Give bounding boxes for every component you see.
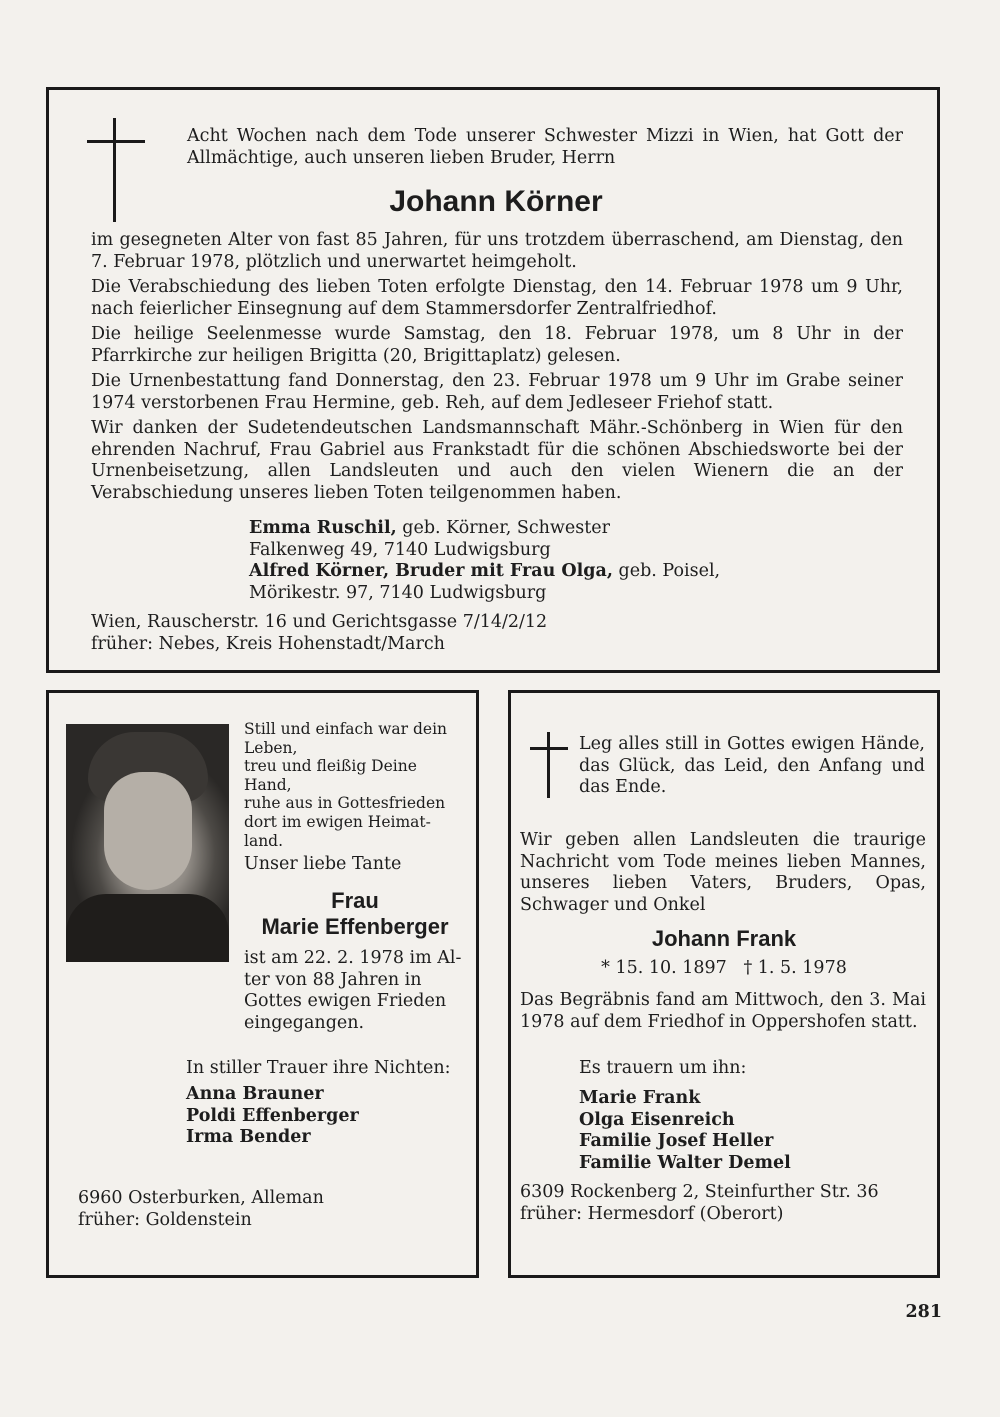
mourning-line: In stiller Trauer ihre Nichten: [186, 1058, 451, 1078]
signatory-name: Emma Ruschil, [249, 518, 397, 538]
cross-icon [530, 732, 568, 798]
paragraph-death: im gesegneten Alter von fast 85 Jahren, für uns trotzdem überraschend, am Dienstag, den 7. Februar 1978, plötzlich und unerwartet heimgeholt. [91, 230, 903, 272]
intro-text: Unser liebe Tante [244, 854, 402, 874]
signatory-name: Alfred Körner, Bruder mit Frau Olga, [249, 561, 613, 581]
signatory-address: Falkenweg 49, 7140 Ludwigsburg [249, 539, 551, 560]
family-address [91, 612, 903, 655]
signatory-detail: geb. Poisel, [612, 561, 721, 581]
family-address: 6960 Osterburken, Alleman früher: Goldenstein [78, 1188, 324, 1230]
mourning-line: Es trauern um ihn: [579, 1058, 747, 1078]
burial-info: Das Begräbnis fand am Mittwoch, den 3. Mai 1978 auf dem Friedhof in Oppershofen statt. [520, 990, 926, 1032]
signatories [249, 518, 889, 604]
mourner: Marie Frank [579, 1088, 701, 1108]
poem: Still und einfach war dein Leben, treu und fleißig Deine Hand, ruhe aus in Gottesfrieden dort im ewigen Heimat- land. [244, 720, 448, 850]
paragraph-mass: Die heilige Seelenmesse wurde Samstag, den 18. Februar 1978, um 8 Uhr in der Pfarrkirche zur heiligen Brigitta (20, Brigittaplatz) gelesen. [91, 324, 903, 366]
mourner: Poldi Effenberger [186, 1105, 359, 1126]
paragraph-urn: Die Urnenbestattung fand Donnerstag, den 23. Februar 1978 um 9 Uhr im Grabe seiner 1974 verstorbenen Frau Hermine, geb. Reh, auf dem Jedleseer Friehof statt. [91, 371, 903, 413]
signatory-detail: geb. Körner, Schwester [396, 518, 610, 538]
title-frau: Frau [331, 888, 379, 913]
verse: Leg alles still in Gottes ewigen Hände, das Glück, das Leid, den Anfang und das Ende. [579, 734, 925, 797]
intro-text: Wir geben allen Landsleuten die traurige Nachricht vom Tode meines lieben Mannes, unseres lieben Vaters, Bruders, Opas, Schwager und Onkel [520, 830, 926, 915]
mourners-list [186, 1084, 476, 1149]
mourner: Familie Walter Demel [579, 1152, 791, 1173]
deceased-name: Johann Frank [651, 926, 797, 951]
signatory-address: Mörikestr. 97, 7140 Ludwigsburg [249, 582, 547, 603]
paragraph-farewell: Die Verabschiedung des lieben Toten erfolgte Dienstag, den 14. Februar 1978 um 9 Uhr, nach feierlicher Einsegnung auf dem Stammersdorfer Zentralfriedhof. [91, 277, 903, 319]
deceased-name: Johann Körner [389, 185, 603, 218]
mourners-list [579, 1088, 919, 1174]
family-address: 6309 Rockenberg 2, Steinfurther Str. 36 früher: Hermesdorf (Oberort) [520, 1182, 879, 1224]
paragraph-thanks: Wir danken der Sudetendeutschen Landsmannschaft Mähr.-Schönberg in Wien für den ehrenden Nachruf, Frau Gabriel aus Frankstadt für die schönen Abschiedsworte bei der Urnenbeisetzung, allen Landsleuten und auch den vielen Wienern die an der Verabschiedung unseres lieben Toten teilgenommen haben. [91, 418, 903, 503]
portrait-photo [66, 724, 229, 962]
deceased-name: Marie Effenberger [261, 914, 449, 939]
mourner: Olga Eisenreich [579, 1109, 735, 1130]
obituary-johann-koerner [46, 87, 940, 673]
intro-text: Acht Wochen nach dem Tode unserer Schwester Mizzi in Wien, hat Gott der Allmächtige, auch unseren lieben Bruder, Herrn [187, 126, 903, 168]
address-line: Wien, Rauscherstr. 16 und Gerichtsgasse 7/14/2/12 [91, 612, 548, 632]
life-dates: * 15. 10. 1897 † 1. 5. 1978 [601, 958, 847, 978]
page-number: 281 [905, 1302, 942, 1322]
mourner: Irma Bender [186, 1127, 311, 1147]
mourner: Anna Brauner [186, 1084, 324, 1104]
mourner: Familie Josef Heller [579, 1131, 774, 1151]
former-address-line: früher: Nebes, Kreis Hohenstadt/March [91, 633, 445, 654]
death-notice: ist am 22. 2. 1978 im Al- ter von 88 Jahren in Gottes ewigen Frieden eingegangen. [244, 948, 462, 1033]
